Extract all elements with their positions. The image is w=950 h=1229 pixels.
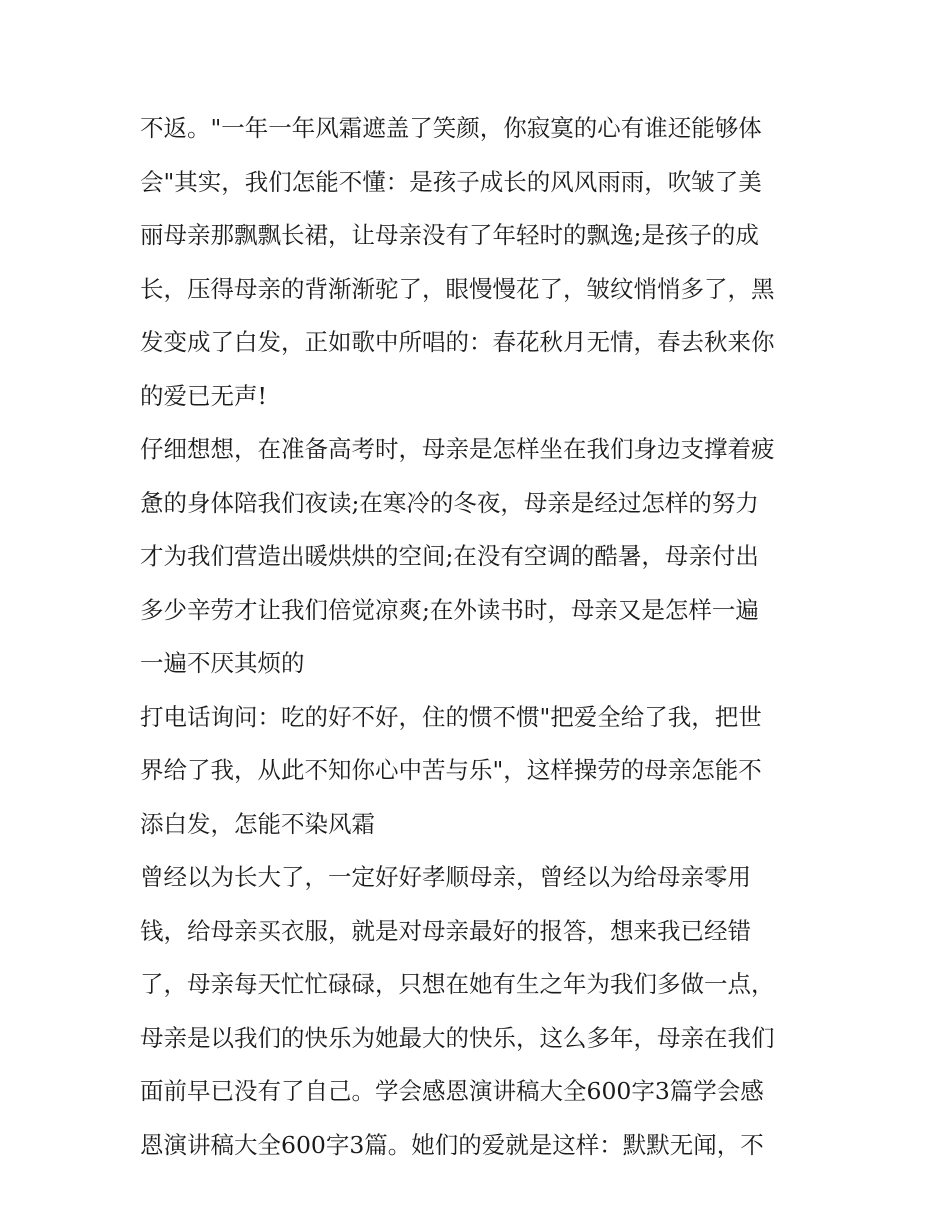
text-line: 一遍不厌其烦的 [140, 649, 305, 677]
text-line: 丽母亲那飘飘长裙，让母亲没有了年轻时的飘逸;是孩子的成 [140, 221, 759, 249]
text-line: 多少辛劳才让我们倍觉凉爽;在外读书时，母亲又是怎样一遍 [140, 595, 759, 624]
text-line: 的爱已无声! [140, 381, 267, 410]
text-line: 打电话询问：吃的好不好，住的惯不惯"把爱全给了我，把世 [140, 702, 762, 731]
body-text [140, 102, 820, 1172]
text-line: 了，母亲每天忙忙碌碌，只想在她有生之年为我们多做一点， [140, 970, 775, 998]
text-line: 仔细想想，在准备高考时，母亲是怎样坐在我们身边支撑着疲 [140, 435, 775, 463]
text-line: 惫的身体陪我们夜读;在寒冷的冬夜，母亲是经过怎样的努力 [140, 488, 759, 517]
text-line: 发变成了白发，正如歌中所唱的：春花秋月无情，春去秋来你 [140, 328, 775, 356]
text-line: 会"其实，我们怎能不懂：是孩子成长的风风雨雨，吹皱了美 [140, 167, 762, 196]
text-line: 曾经以为长大了，一定好好孝顺母亲，曾经以为给母亲零用 [140, 863, 751, 891]
text-line: 添白发，怎能不染风霜 [140, 809, 375, 838]
text-line: 长，压得母亲的背渐渐驼了，眼慢慢花了，皱纹悄悄多了，黑 [140, 274, 775, 303]
text-line: 母亲是以我们的快乐为她最大的快乐，这么多年，母亲在我们 [140, 1023, 775, 1052]
text-line: 界给了我，从此不知你心中苦与乐"，这样操劳的母亲怎能不 [140, 756, 762, 784]
text-line: 钱，给母亲买衣服，就是对母亲最好的报答，想来我已经错 [140, 916, 751, 945]
text-line: 不返。"一年一年风霜遮盖了笑颜，你寂寞的心有谁还能够体 [140, 114, 762, 142]
text-line: 才为我们营造出暖烘烘的空间;在没有空调的酷暑，母亲付出 [140, 542, 759, 570]
text-line: 恩演讲稿大全600字3篇。她们的爱就是这样：默默无闻，不 [140, 1130, 764, 1159]
text-line: 面前早已没有了自己。学会感恩演讲稿大全600字3篇学会感 [140, 1077, 764, 1105]
